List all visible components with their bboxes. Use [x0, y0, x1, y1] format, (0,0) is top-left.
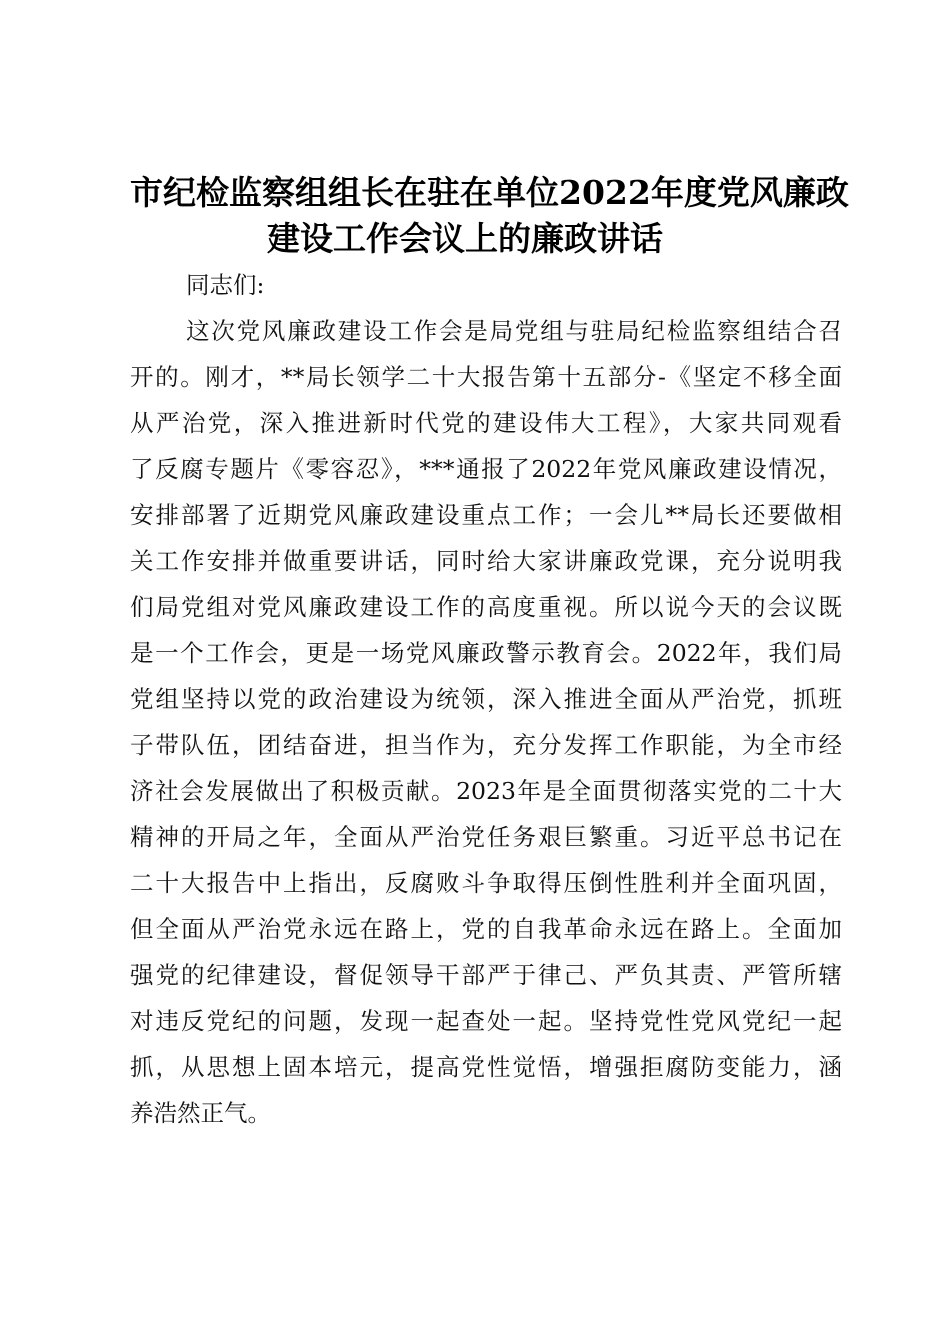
paragraph	[130, 308, 842, 1136]
paragraph-line: 强党的纪律建设，督促领导干部严于律己、严负其责、严管所辖	[130, 961, 842, 989]
document-title	[100, 170, 890, 262]
paragraph-line: 养浩然正气。	[130, 1099, 271, 1127]
paragraph-line: 从严治党，深入推进新时代党的建设伟大工程》，大家共同观看	[130, 409, 842, 437]
paragraph-line: 安排部署了近期党风廉政建设重点工作；一会儿**局长还要做相	[130, 501, 842, 529]
paragraph-line: 是一个工作会，更是一场党风廉政警示教育会。2022年，我们局	[130, 639, 842, 667]
paragraph-line: 开的。刚才，**局长领学二十大报告第十五部分-《坚定不移全面	[130, 363, 842, 391]
paragraph-line: 精神的开局之年，全面从严治党任务艰巨繁重。习近平总书记在	[130, 823, 842, 851]
title-line-2: 建设工作会议上的廉政讲话	[267, 219, 663, 258]
title-line-1: 市纪检监察组组长在驻在单位2022年度党风廉政	[130, 173, 849, 212]
paragraph-line: 抓，从思想上固本培元，提高党性觉悟，增强拒腐防变能力，涵	[130, 1053, 842, 1081]
document-body	[130, 262, 842, 1136]
paragraph-line: 但全面从严治党永远在路上，党的自我革命永远在路上。全面加	[130, 915, 842, 943]
paragraph-line: 济社会发展做出了积极贡献。2023年是全面贯彻落实党的二十大	[130, 777, 842, 805]
paragraph-line: 了反腐专题片《零容忍》，***通报了2022年党风廉政建设情况，	[130, 455, 842, 483]
paragraph-line: 二十大报告中上指出，反腐败斗争取得压倒性胜利并全面巩固，	[130, 869, 842, 897]
paragraph-line: 这次党风廉政建设工作会是局党组与驻局纪检监察组结合召	[186, 317, 842, 345]
paragraph-line: 们局党组对党风廉政建设工作的高度重视。所以说今天的会议既	[130, 593, 842, 621]
paragraph-line: 子带队伍，团结奋进，担当作为，充分发挥工作职能，为全市经	[130, 731, 842, 759]
paragraph-line: 对违反党纪的问题，发现一起查处一起。坚持党性党风党纪一起	[130, 1007, 842, 1035]
salutation: 同志们:	[186, 271, 265, 299]
paragraph-line: 党组坚持以党的政治建设为统领，深入推进全面从严治党，抓班	[130, 685, 842, 713]
paragraph-line: 关工作安排并做重要讲话，同时给大家讲廉政党课，充分说明我	[130, 547, 842, 575]
